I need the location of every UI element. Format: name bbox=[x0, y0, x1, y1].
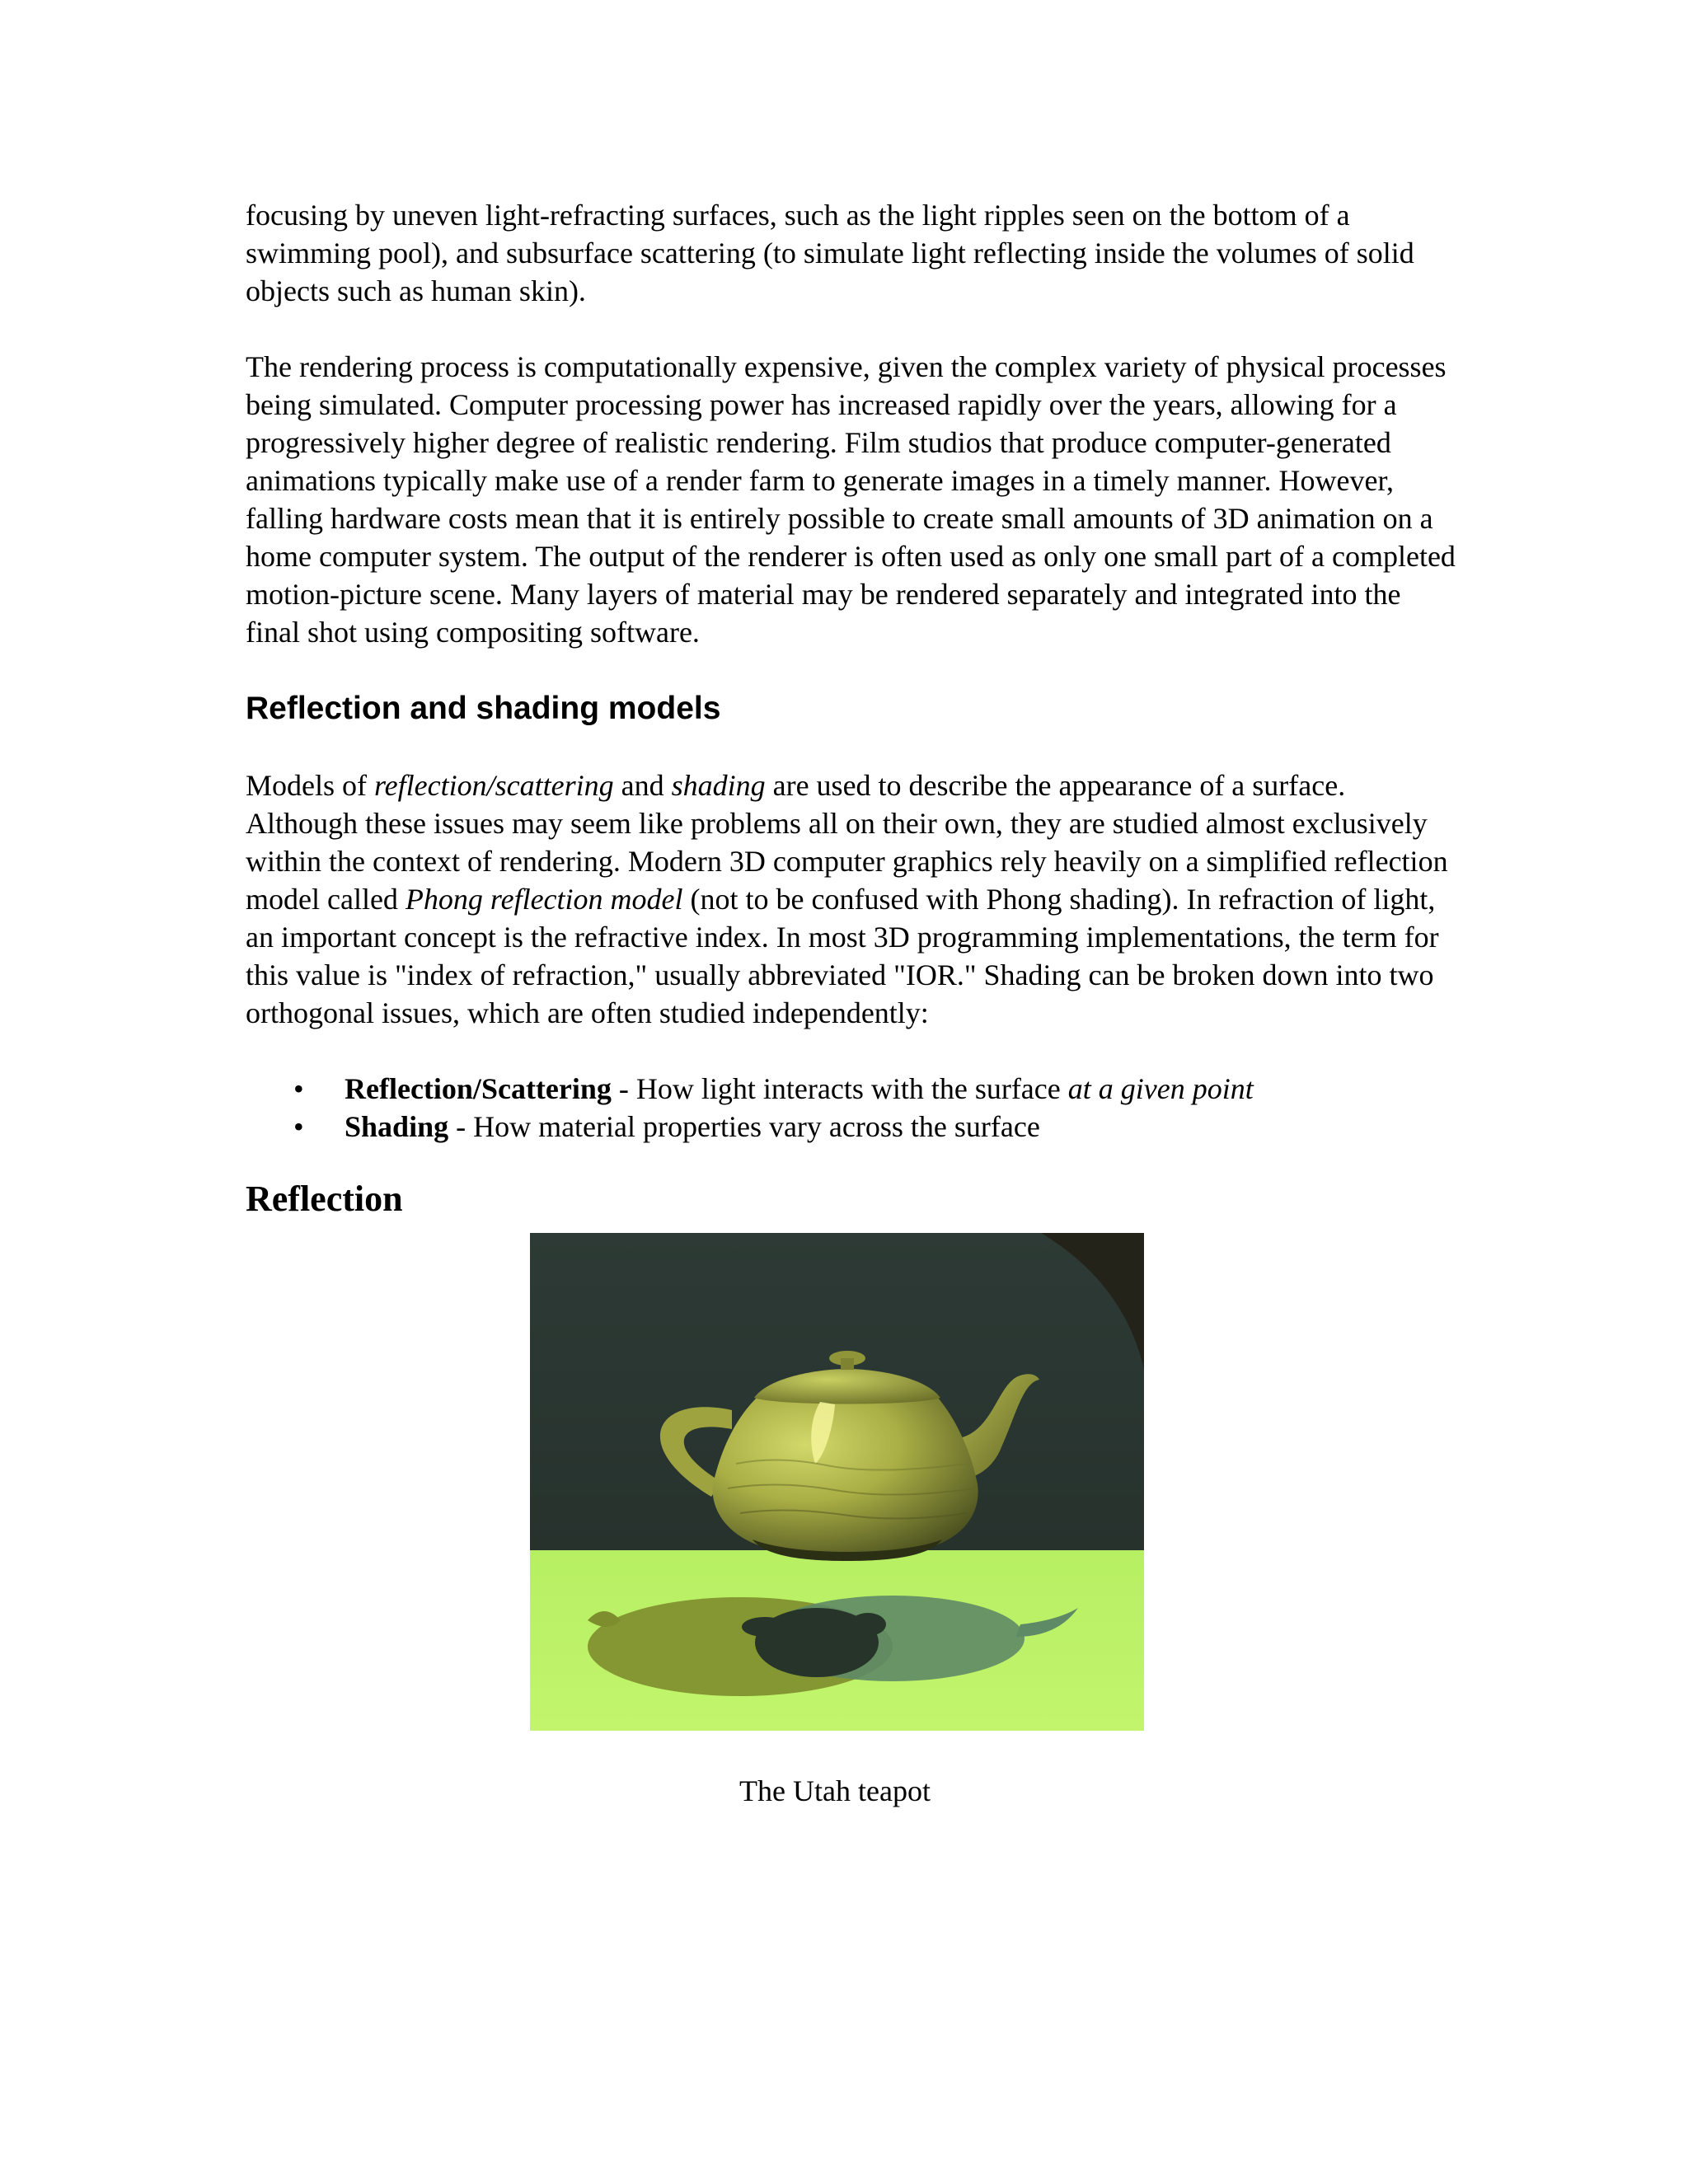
emphasis-shading: shading bbox=[671, 769, 766, 802]
paragraph-rendering-process: The rendering process is computationally expensive, given the complex variety of physical processes being simulated. Computer processing power has increased rapidly over the years, allowing for a progressively higher degree of realistic rendering. Film studios that produce computer-generated animations typically make use of a render farm to generate images in a timely manner. However, falling hardware costs mean that it is entirely possible to create small amounts of 3D animation on a home computer system. The output of the renderer is often used as only one small part of a completed motion-picture scene. Many layers of material may be rendered separately and integrated into the final shot using compositing software. bbox=[246, 350, 1456, 649]
bullet-emphasis: at a given point bbox=[1067, 1072, 1254, 1105]
utah-teapot-image bbox=[530, 1233, 1144, 1731]
bullet-icon: • bbox=[293, 1072, 304, 1105]
paragraph-caustics: focusing by uneven light-refracting surfaces, such as the light ripples seen on the bottom of a swimming pool), and subsurface scattering (to simulate light reflecting inside the volumes of solid objects such as human skin). bbox=[246, 199, 1414, 307]
bullet-text: - How light interacts with the surface bbox=[611, 1072, 1068, 1105]
text-run: (not to be confused with Phong shading). In refraction of light, an important concept is the refractive index. In most 3D programming implementations, the term for this value is "index of refraction," usually abbreviated "IOR." Shading can be broken down into two orthogonal issues, which are often studied independently: bbox=[246, 883, 1439, 1029]
shadow-overlap-spout bbox=[850, 1613, 886, 1636]
list-item bbox=[246, 1070, 1457, 1108]
bullet-term: Reflection/Scattering bbox=[345, 1072, 612, 1105]
list-item bbox=[246, 1108, 1457, 1146]
figure-caption: The Utah teapot bbox=[739, 1774, 931, 1807]
text-run: and bbox=[613, 769, 672, 802]
bullet-list bbox=[246, 1070, 1457, 1146]
heading-reflection-shading-models: Reflection and shading models bbox=[246, 691, 721, 726]
text-run: Models of bbox=[246, 769, 374, 802]
teapot-knob-stem bbox=[841, 1358, 854, 1370]
teapot-body bbox=[713, 1398, 978, 1554]
utah-teapot-illustration bbox=[530, 1233, 1144, 1731]
paragraph-models bbox=[246, 766, 1457, 1032]
bullet-icon: • bbox=[293, 1110, 304, 1143]
emphasis-phong-reflection-model: Phong reflection model bbox=[405, 883, 683, 916]
bullet-text: - How material properties vary across the surface bbox=[448, 1110, 1040, 1143]
shadow-overlap-handle bbox=[742, 1617, 788, 1637]
heading-reflection: Reflection bbox=[246, 1179, 403, 1219]
text-run: are used to describe the appearance of a surface. Although these issues may seem like problems all on their own, they are studied almost exclusively within the context of rendering. Modern 3D computer graphics rely heavily on a simplified reflection model called bbox=[246, 769, 1448, 916]
document-page bbox=[246, 196, 1457, 1810]
bullet-term: Shading bbox=[345, 1110, 449, 1143]
emphasis-reflection-scattering: reflection/scattering bbox=[374, 769, 614, 802]
